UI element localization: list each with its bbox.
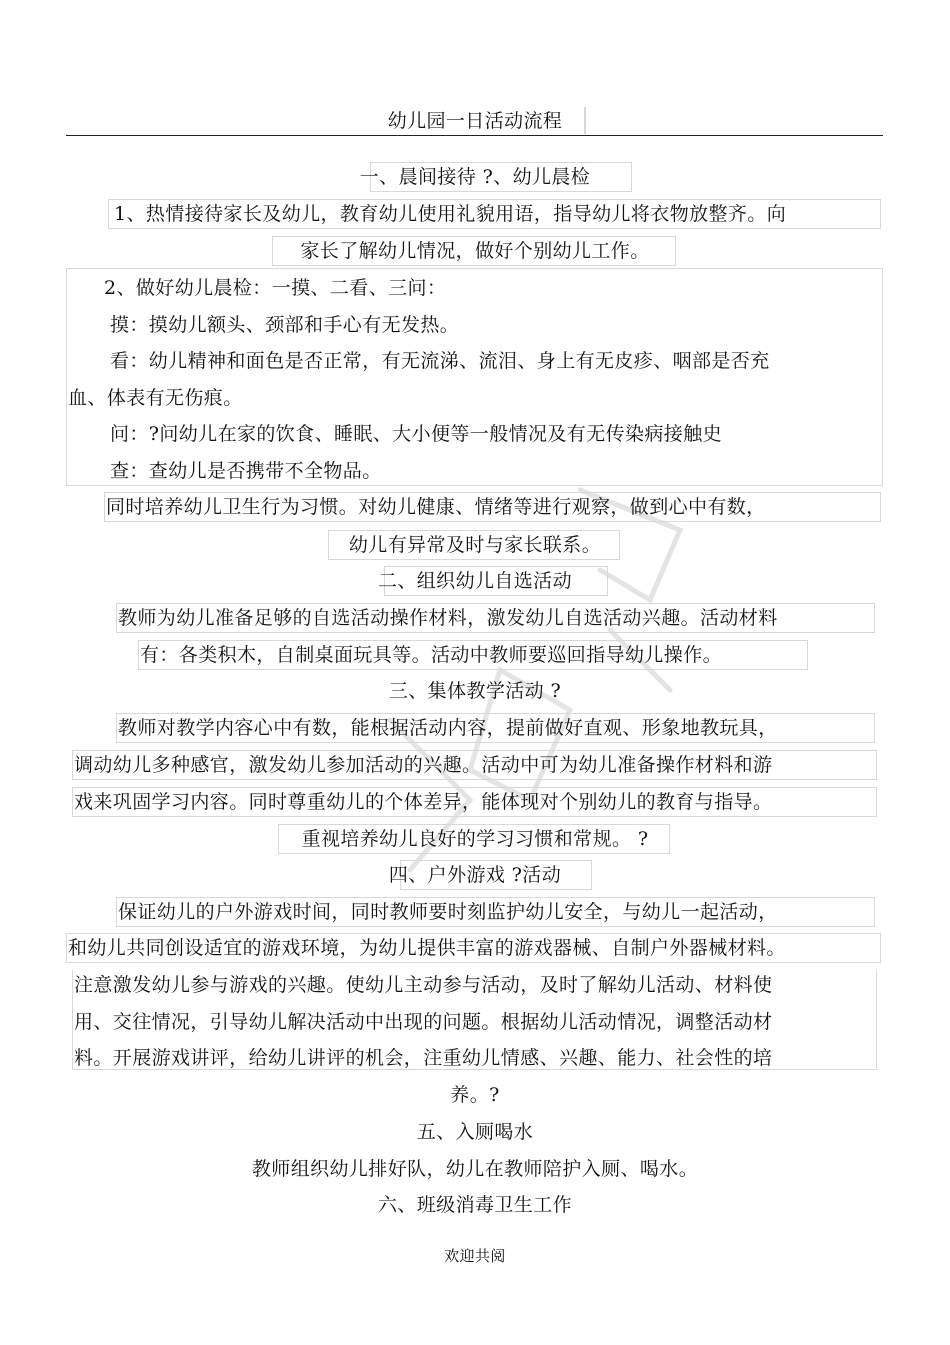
title-rule: [66, 135, 883, 136]
page-title: 幼儿园一日活动流程: [387, 110, 563, 132]
paragraph-line: 问：?问幼儿在家的饮食、睡眠、大小便等一般情况及有无传染病接触史: [110, 423, 722, 445]
paragraph-line: 教师为幼儿准备足够的自选活动操作材料，激发幼儿自选活动兴趣。活动材料: [118, 607, 778, 629]
paragraph-line: 保证幼儿的户外游戏时间，同时教师要时刻监护幼儿安全，与幼儿一起活动，: [118, 901, 778, 923]
paragraph-line: 同时培养幼儿卫生行为习惯。对幼儿健康、情绪等进行观察，做到心中有数，: [106, 496, 766, 518]
paragraph-line: 1、热情接待家长及幼儿，教育幼儿使用礼貌用语，指导幼儿将衣物放整齐。向: [114, 203, 787, 225]
paragraph-line: 血、体表有无伤痕。: [68, 387, 243, 409]
paragraph-line: 用、交往情况，引导幼儿解决活动中出现的问题。根据幼儿活动情况，调整活动材: [74, 1011, 773, 1033]
paragraph-line: 教师对教学内容心中有数，能根据活动内容，提前做好直观、形象地教玩具，: [118, 717, 778, 739]
section-heading: 五、入厕喝水: [416, 1121, 534, 1143]
paragraph-line: 摸：摸幼儿额头、颈部和手心有无发热。: [110, 314, 460, 336]
section-heading: 一、晨间接待 ?、幼儿晨检: [359, 166, 591, 188]
paragraph-line: 幼儿有异常及时与家长联系。: [348, 534, 602, 556]
paragraph-line: 有：各类积木，自制桌面玩具等。活动中教师要巡回指导幼儿操作。: [140, 644, 723, 666]
section-heading: 二、组织幼儿自选活动: [377, 570, 572, 592]
paragraph-line: 料。开展游戏讲评，给幼儿讲评的机会，注重幼儿情感、兴趣、能力、社会性的培: [74, 1047, 773, 1069]
paragraph-line: 和幼儿共同创设适宜的游戏环境，为幼儿提供丰富的游戏器械、自制户外器械材料。: [68, 937, 786, 959]
paragraph-line: 重视培养幼儿良好的学习习惯和常规。 ?: [301, 828, 649, 850]
paragraph-line: 查：查幼儿是否携带不全物品。: [110, 460, 382, 482]
paragraph-line: 养。?: [450, 1084, 500, 1106]
paragraph-line: 2、做好幼儿晨检：一摸、二看、三问：: [104, 277, 447, 299]
section-heading: 四、户外游戏 ?活动: [388, 864, 562, 886]
paragraph-line: 家长了解幼儿情况，做好个别幼儿工作。: [300, 240, 650, 262]
page-footer: 欢迎共阅: [444, 1247, 506, 1265]
paragraph-line: 看：幼儿精神和面色是否正常，有无流涕、流泪、身上有无皮疹、咽部是否充: [110, 350, 770, 372]
section-heading: 三、集体教学活动 ?: [388, 680, 562, 702]
paragraph-line: 注意激发幼儿参与游戏的兴趣。使幼儿主动参与活动，及时了解幼儿活动、材料使: [74, 974, 773, 996]
paragraph-line: 戏来巩固学习内容。同时尊重幼儿的个体差异，能体现对个别幼儿的教育与指导。: [74, 791, 773, 813]
paragraph-line: 教师组织幼儿排好队，幼儿在教师陪护入厕、喝水。: [251, 1158, 699, 1180]
paragraph-line: 调动幼儿多种感官，激发幼儿参加活动的兴趣。活动中可为幼儿准备操作材料和游: [74, 754, 773, 776]
section-heading: 六、班级消毒卫生工作: [377, 1194, 572, 1216]
